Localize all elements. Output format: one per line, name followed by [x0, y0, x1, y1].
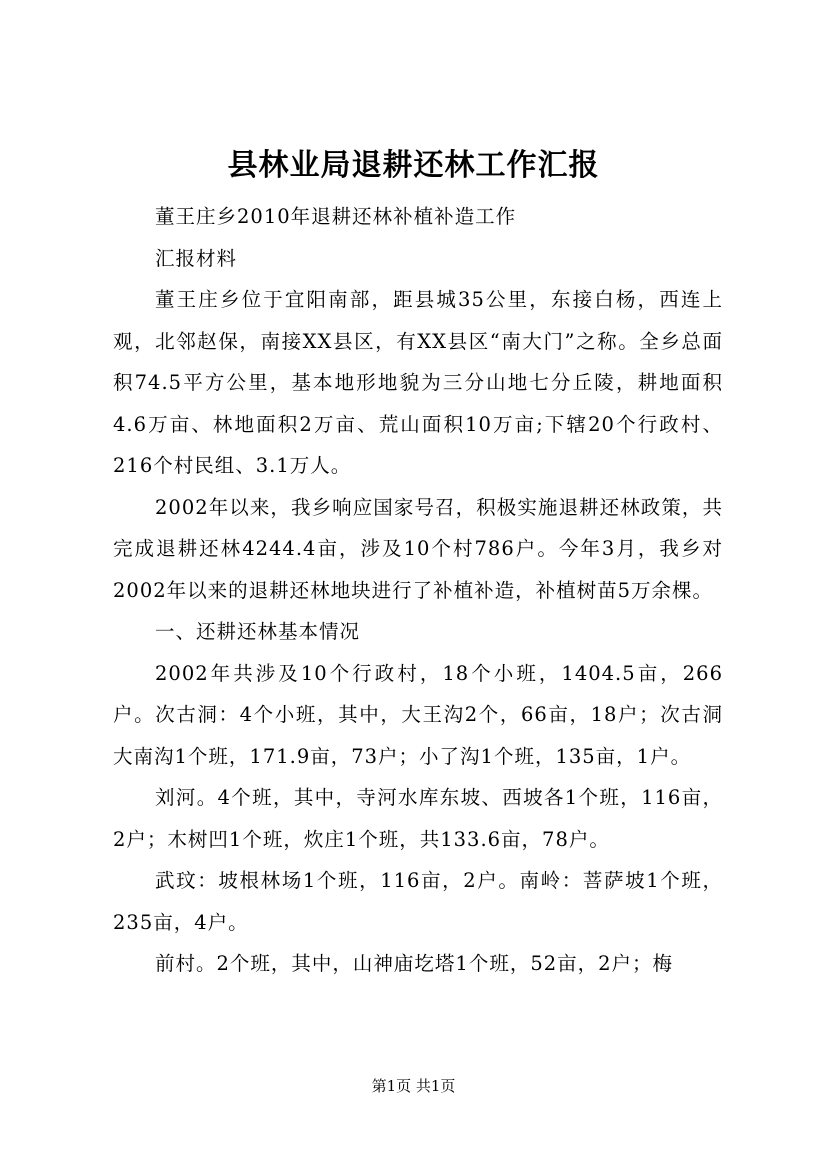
- paragraph-since-2002: 2002年以来，我乡响应国家号召，积极实施退耕还林政策，共完成退耕还林4244.4亩，涉及10个村786户。今年3月，我乡对2002年以来的退耕还林地块进行了补植补造，补植树苗5万余棵。: [113, 495, 723, 602]
- paragraph-subtitle-2: 汇报材料: [155, 246, 238, 270]
- document-body: [113, 196, 723, 985]
- document-title: 县林业局退耕还林工作汇报: [227, 148, 600, 183]
- paragraph-liuhe: 刘河。4个班，其中，寺河水库东坡、西坡各1个班，116亩，2户；木树凹1个班，炊庄1个班，共133.6亩，78户。: [113, 786, 723, 851]
- paragraph-qiancun: 前村。2个班，其中，山神庙圪塔1个班，52亩，2户；梅: [155, 952, 674, 975]
- page-footer: 第1页 共1页: [371, 1077, 456, 1095]
- paragraph-2002-summary: 2002年共涉及10个行政村，18个小班，1404.5亩，266户。次古洞：4个小班，其中，大王沟2个，66亩，18户；次古洞大南沟1个班，171.9亩，73户；小了沟1个班，135亩，1户。: [113, 661, 723, 768]
- section-heading: 一、还耕还林基本情况: [155, 620, 361, 643]
- paragraph-intro: 董王庄乡位于宜阳南部，距县城35公里，东接白杨，西连上观，北邻赵保，南接XX县区，有XX县区“南大门”之称。全乡总面积74.5平方公里，基本地形地貌为三分山地七分丘陵，耕地面积4.6万亩、林地面积2万亩、荒山面积10万亩;下辖20个行政村、216个村民组、3.1万人。: [113, 288, 723, 477]
- paragraph-wuwen: 武玟：坡根林场1个班，116亩，2户。南岭：菩萨坡1个班，235亩，4户。: [113, 869, 723, 934]
- paragraph-subtitle-1: 董王庄乡2010年退耕还林补植补造工作: [155, 205, 517, 228]
